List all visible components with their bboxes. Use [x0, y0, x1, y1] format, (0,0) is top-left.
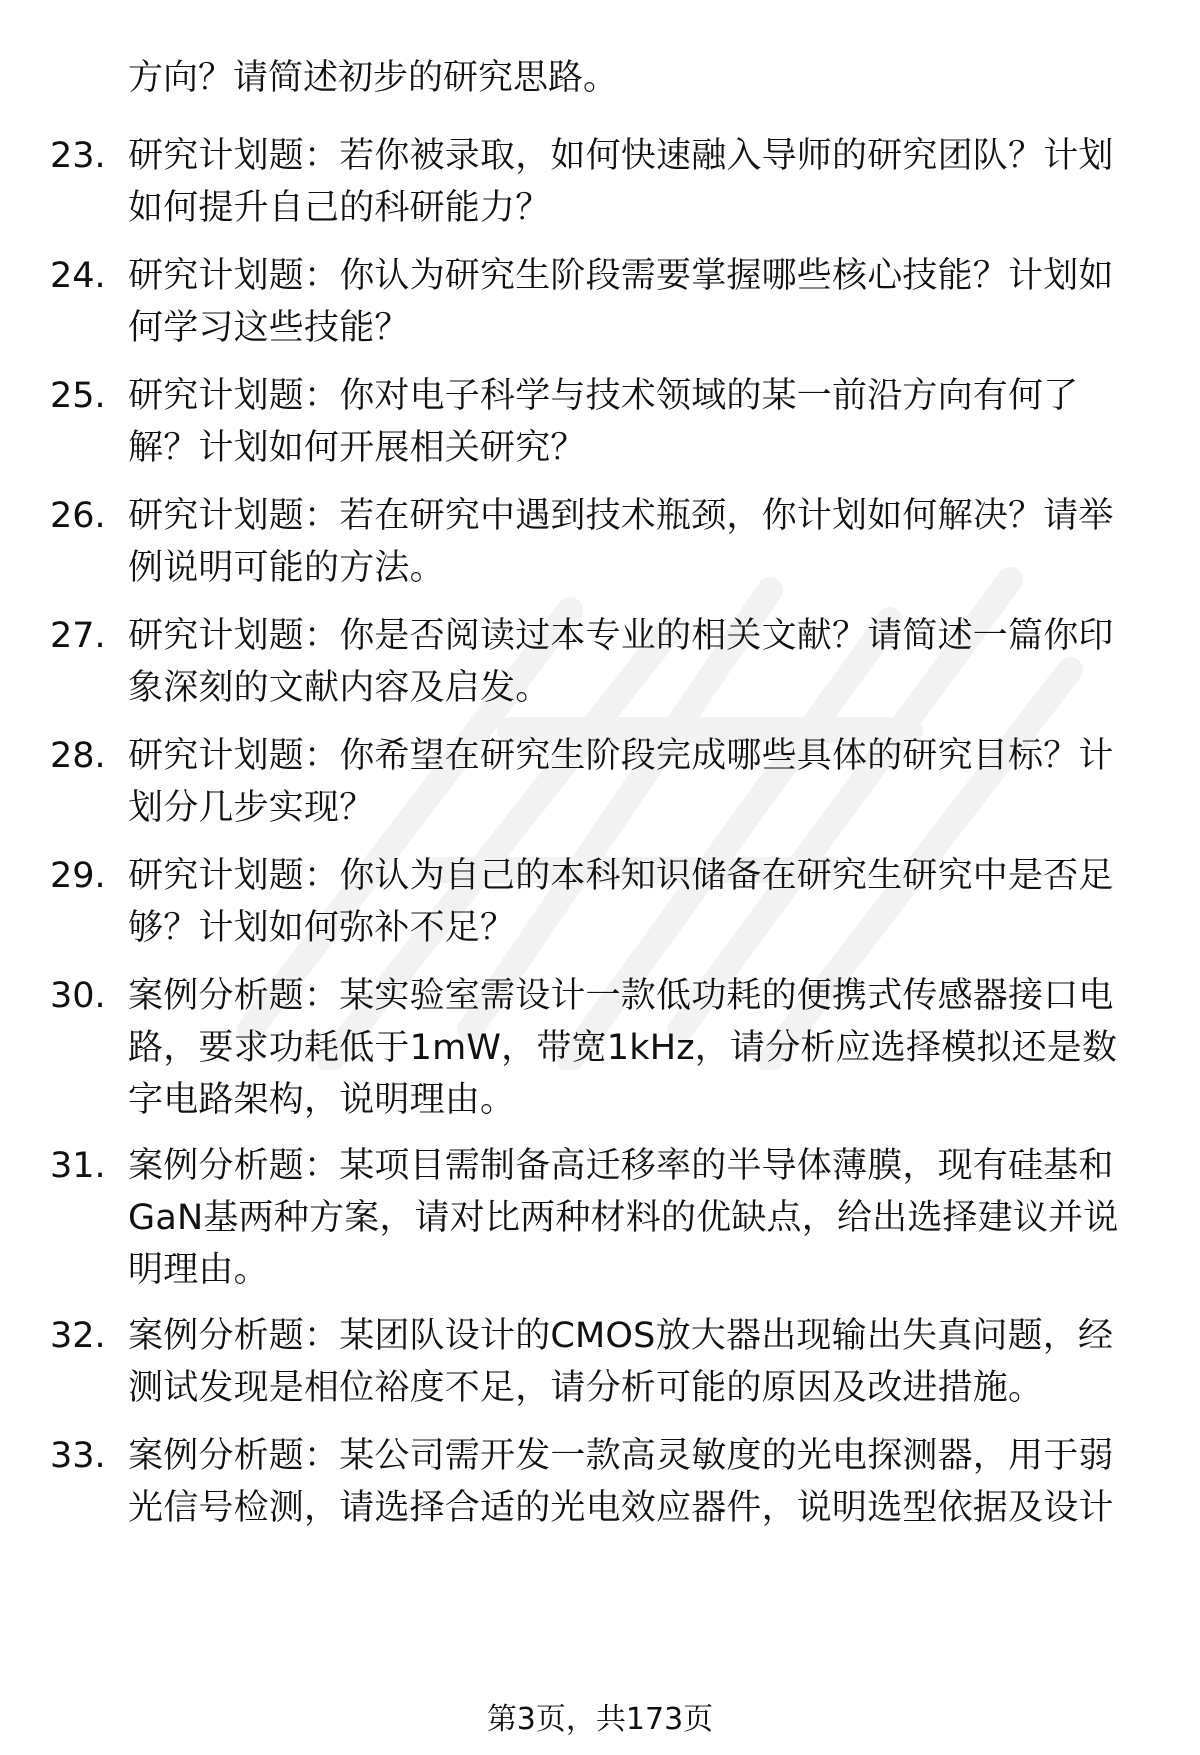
question-number: 27.: [50, 616, 106, 656]
question-text: 研究计划题：你认为自己的本科知识储备在研究生研究中是否足够？计划如何弥补不足？: [128, 856, 1114, 948]
question-text: 案例分析题：某实验室需设计一款低功耗的便携式传感器接口电路，要求功耗低于1mW，带宽1kHz，请分析应选择模拟还是数字电路架构，说明理由。: [128, 976, 1118, 1120]
question-text: 案例分析题：某公司需开发一款高灵敏度的光电探测器，用于弱光信号检测，请选择合适的光电效应器件，说明选型依据及设计: [128, 1436, 1114, 1528]
question-number: 25.: [50, 376, 106, 416]
question-text: 研究计划题：你是否阅读过本专业的相关文献？请简述一篇你印象深刻的文献内容及启发。: [128, 616, 1114, 708]
question-number: 31.: [50, 1146, 106, 1186]
question-number: 33.: [50, 1436, 106, 1476]
question-number: 32.: [50, 1316, 106, 1356]
question-text: 研究计划题：你认为研究生阶段需要掌握哪些核心技能？计划如何学习这些技能？: [128, 256, 1114, 348]
question-number: 29.: [50, 856, 106, 896]
question-text: 研究计划题：你希望在研究生阶段完成哪些具体的研究目标？计划分几步实现？: [128, 736, 1114, 828]
question-number: 28.: [50, 736, 106, 776]
question-text: 案例分析题：某项目需制备高迁移率的半导体薄膜，现有硅基和GaN基两种方案，请对比两种材料的优缺点，给出选择建议并说明理由。: [128, 1146, 1119, 1290]
question-text: 研究计划题：若你被录取，如何快速融入导师的研究团队？计划如何提升自己的科研能力？: [128, 136, 1114, 228]
question-text: 研究计划题：若在研究中遇到技术瓶颈，你计划如何解决？请举例说明可能的方法。: [128, 496, 1114, 588]
question-text: 案例分析题：某团队设计的CMOS放大器出现输出失真问题，经测试发现是相位裕度不足，请分析可能的原因及改进措施。: [128, 1316, 1114, 1408]
question-number: 23.: [50, 136, 106, 176]
question-number: 24.: [50, 256, 106, 296]
question-number: 30.: [50, 976, 106, 1016]
page-footer: 第3页，共173页: [486, 1702, 714, 1737]
question-text: 研究计划题：你对电子科学与技术领域的某一前沿方向有何了解？计划如何开展相关研究？: [128, 376, 1079, 468]
question-number: 26.: [50, 496, 106, 536]
continuation-line: 方向？请简述初步的研究思路。: [128, 58, 619, 98]
